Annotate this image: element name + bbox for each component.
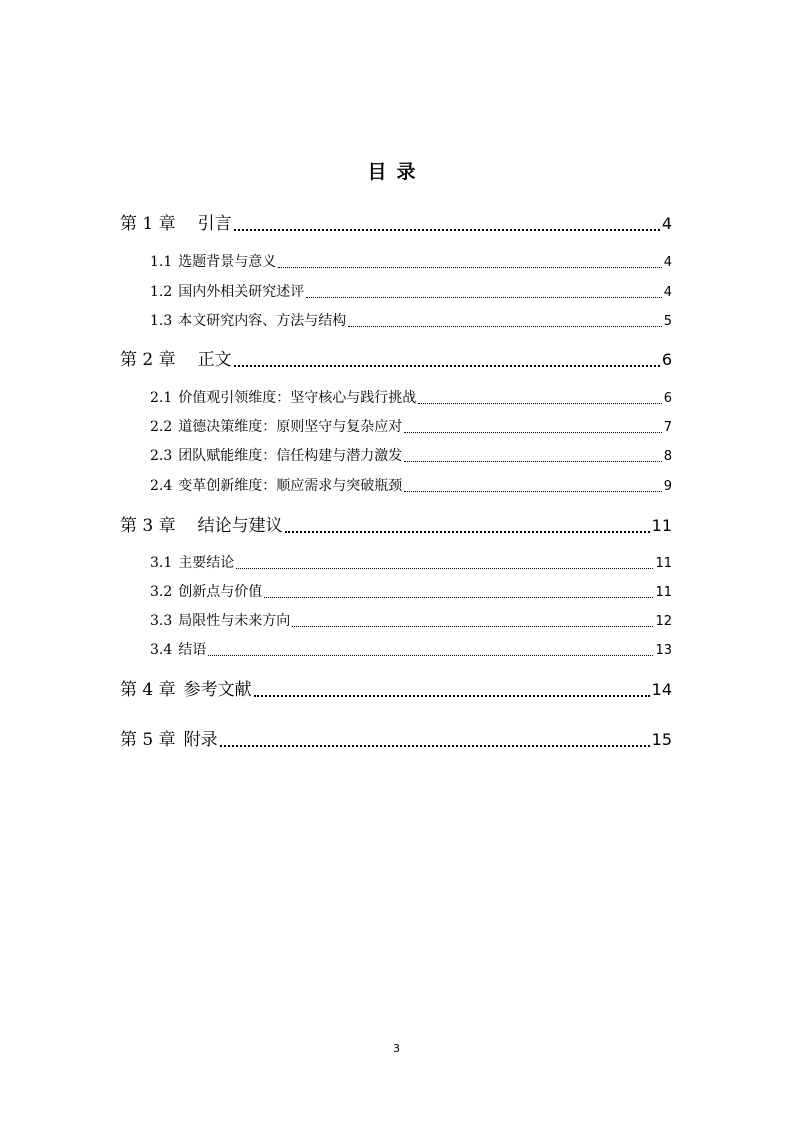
entry-title: 正文	[197, 350, 232, 370]
entry-page: 11	[655, 585, 672, 600]
dot-leader	[306, 297, 661, 298]
entry-page: 8	[663, 449, 672, 464]
entry-page: 4	[661, 214, 672, 233]
entry-page: 6	[661, 350, 672, 369]
toc-entry-3-1[interactable]	[150, 552, 672, 572]
toc-title: 目录	[367, 161, 426, 183]
entry-number: 第 5 章	[120, 730, 176, 750]
toc-entry-chapter-1[interactable]	[120, 209, 672, 235]
entry-number: 3.3	[150, 613, 173, 629]
entry-number: 3.4	[150, 642, 173, 658]
entry-page: 14	[651, 680, 672, 699]
toc-entry-chapter-4[interactable]	[120, 675, 672, 701]
footer-page-number: 3	[393, 1042, 400, 1055]
toc-entry-3-2[interactable]	[150, 581, 672, 601]
entry-page: 12	[655, 614, 672, 629]
dot-leader	[292, 626, 653, 627]
dot-leader	[234, 229, 660, 231]
entry-number: 2.2	[150, 419, 173, 435]
dot-leader	[404, 432, 661, 433]
entry-number: 2.3	[150, 448, 173, 464]
entry-title: 结论与建议	[197, 516, 283, 536]
dot-leader	[236, 568, 653, 569]
entry-number: 1.2	[150, 284, 173, 300]
entry-title: 结语	[178, 642, 207, 658]
entry-title: 国内外相关研究述评	[178, 284, 305, 300]
entry-number: 3.1	[150, 555, 173, 571]
entry-number: 第 3 章	[120, 516, 176, 536]
entry-title: 局限性与未来方向	[178, 613, 291, 629]
entry-page: 9	[663, 479, 672, 494]
entry-title: 道德决策维度：原则坚守与复杂应对	[178, 419, 403, 435]
toc-entry-2-1[interactable]	[150, 387, 672, 407]
dot-leader	[404, 461, 661, 462]
entry-title: 参考文献	[183, 680, 252, 700]
dot-leader	[264, 597, 653, 598]
dot-leader	[234, 365, 660, 367]
entry-page: 13	[655, 643, 672, 658]
entry-number: 2.1	[150, 390, 173, 406]
entry-title: 附录	[183, 730, 218, 750]
toc-entry-2-2[interactable]	[150, 416, 672, 436]
entry-page: 11	[655, 556, 672, 571]
entry-page: 11	[651, 516, 672, 535]
entry-page: 5	[663, 314, 672, 329]
entry-title: 创新点与价值	[178, 584, 263, 600]
entry-title: 变革创新维度：顺应需求与突破瓶颈	[178, 478, 403, 494]
entry-number: 1.1	[150, 254, 173, 270]
toc-entry-chapter-5[interactable]	[120, 725, 672, 751]
entry-title: 引言	[197, 214, 232, 234]
entry-page: 15	[651, 730, 672, 749]
toc-entry-1-2[interactable]	[150, 281, 672, 301]
entry-title: 价值观引领维度：坚守核心与践行挑战	[178, 390, 417, 406]
toc-entry-chapter-2[interactable]	[120, 345, 672, 371]
dot-leader	[208, 655, 653, 656]
toc-entry-2-4[interactable]	[150, 475, 672, 495]
entry-number: 第 2 章	[120, 350, 176, 370]
dot-leader	[254, 695, 650, 697]
dot-leader	[348, 326, 661, 327]
entry-page: 7	[663, 420, 672, 435]
entry-number: 1.3	[150, 313, 173, 329]
toc-entry-chapter-3[interactable]	[120, 511, 672, 537]
entry-number: 3.2	[150, 584, 173, 600]
entry-page: 6	[663, 391, 672, 406]
dot-leader	[278, 267, 661, 268]
dot-leader	[285, 531, 650, 533]
entry-title: 选题背景与意义	[178, 254, 277, 270]
entry-number: 第 1 章	[120, 214, 176, 234]
entry-number: 第 4 章	[120, 680, 176, 700]
toc-entry-1-1[interactable]	[150, 251, 672, 271]
dot-leader	[220, 745, 650, 747]
toc-entry-2-3[interactable]	[150, 445, 672, 465]
entry-title: 主要结论	[178, 555, 235, 571]
entry-page: 4	[663, 285, 672, 300]
toc-entry-3-4[interactable]	[150, 639, 672, 659]
dot-leader	[404, 491, 661, 492]
toc-entry-1-3[interactable]	[150, 310, 672, 330]
entry-title: 本文研究内容、方法与结构	[178, 313, 347, 329]
dot-leader	[418, 403, 661, 404]
entry-number: 2.4	[150, 478, 173, 494]
toc-entry-3-3[interactable]	[150, 610, 672, 630]
entry-page: 4	[663, 255, 672, 270]
entry-title: 团队赋能维度：信任构建与潜力激发	[178, 448, 403, 464]
